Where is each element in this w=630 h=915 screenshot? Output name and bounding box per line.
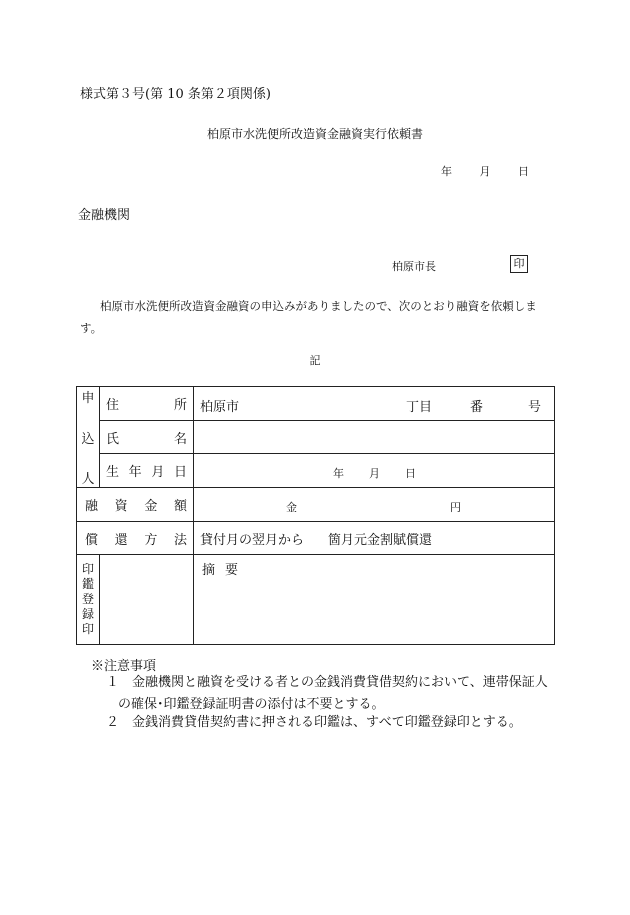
address-city: 柏原市: [200, 400, 240, 415]
note-item-1: １ 金融機関と融資を受ける者との金銭消費貸借契約において、連帯保証人: [106, 675, 548, 690]
date-day: 日: [518, 165, 529, 178]
seal-registration-field[interactable]: [100, 555, 194, 645]
table-row: [77, 488, 555, 522]
notes-title: ※注意事項: [91, 659, 157, 674]
label-char: 日: [173, 465, 187, 480]
label-char: 生: [106, 465, 120, 480]
amount-kin: 金: [286, 501, 297, 514]
name-label: [100, 421, 194, 454]
seal-reg-char: 印: [81, 622, 94, 636]
seal-reg-char: 鑑: [81, 577, 94, 591]
label-char: 所: [173, 398, 187, 413]
remarks-label: 摘要: [202, 563, 249, 578]
dob-field[interactable]: [194, 454, 555, 488]
date-line: [441, 163, 553, 179]
amount-yen: 円: [450, 501, 461, 514]
date-month: 月: [479, 165, 491, 178]
label-char: 氏: [106, 431, 120, 447]
label-char: 名: [173, 431, 187, 447]
seal-reg-char: 登: [81, 592, 94, 606]
address-field[interactable]: [194, 387, 555, 421]
seal-reg-char: 録: [81, 607, 94, 621]
ki-heading: 記: [309, 354, 321, 367]
label-char: 月: [151, 465, 165, 480]
dob-year: 年: [333, 467, 344, 480]
mayor-label: 柏原市長: [392, 260, 436, 273]
applicant-char: 申: [81, 391, 95, 406]
label-char: 金: [144, 499, 158, 514]
address-chome: 丁目: [406, 400, 433, 415]
date-year: 年: [441, 165, 452, 178]
dob-month: 月: [369, 467, 380, 480]
seal-registration-label: [77, 555, 100, 645]
form-number: 様式第３号(第 10 条第２項関係): [80, 87, 271, 102]
label-char: 額: [173, 499, 187, 514]
dob-label: [100, 454, 194, 488]
repayment-installment: 箇月元金割賦償還: [328, 532, 433, 548]
remarks-field[interactable]: [194, 555, 555, 645]
label-char: 融: [85, 499, 99, 514]
request-table: [76, 386, 555, 645]
table-row: [77, 421, 555, 454]
label-char: 還: [114, 532, 128, 548]
label-char: 償: [85, 532, 99, 548]
address-label: [100, 387, 194, 421]
dob-day: 日: [405, 467, 416, 480]
note-item-2: ２ 金銭消費貸借契約書に押される印鑑は、すべて印鑑登録印とする。: [106, 715, 522, 730]
applicant-label: [77, 387, 100, 488]
table-row: [77, 454, 555, 488]
address-go: 号: [528, 400, 542, 415]
table-row: [77, 555, 555, 645]
seal-reg-char: 印: [81, 562, 94, 576]
applicant-char: 人: [81, 472, 95, 487]
request-text: 柏原市水洗便所改造資金融資の申込みがありましたので、次のとおり融資を依頼します。: [80, 299, 537, 335]
document-title: 柏原市水洗便所改造資金融資実行依頼書: [206, 127, 423, 141]
label-char: 法: [173, 532, 187, 548]
addressee: 金融機関: [78, 208, 131, 223]
seal-mark: 印: [510, 255, 528, 273]
repayment-field[interactable]: [194, 522, 555, 555]
repayment-label: [77, 522, 194, 555]
repayment-start: 貸付月の翌月から: [200, 532, 305, 548]
label-char: 方: [144, 532, 158, 548]
table-row: [77, 387, 555, 421]
amount-field[interactable]: [194, 488, 555, 522]
table-row: [77, 522, 555, 555]
amount-label: [77, 488, 194, 522]
applicant-char: 込: [81, 431, 95, 447]
note-item-1-continued: の確保･印鑑登録証明書の添付は不要とする。: [118, 697, 385, 712]
label-char: 資: [114, 499, 128, 514]
name-field[interactable]: [194, 421, 555, 454]
label-char: 年: [128, 465, 142, 480]
label-char: 住: [106, 398, 120, 413]
address-ban: 番: [470, 400, 484, 415]
